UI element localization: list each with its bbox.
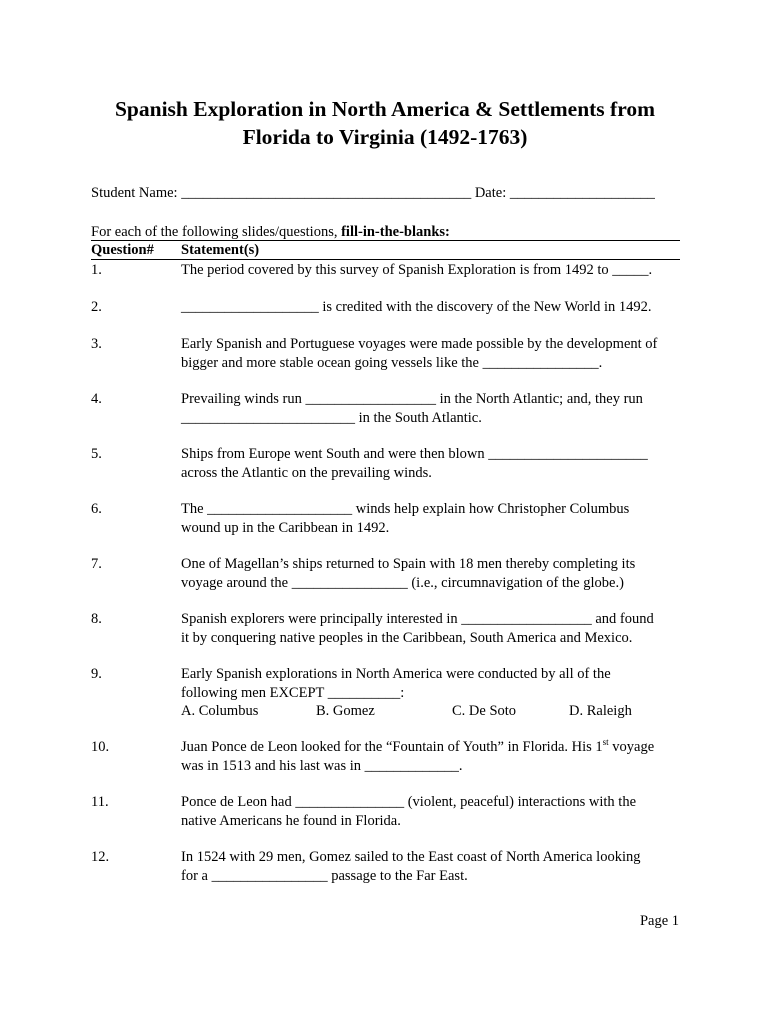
instructions-text: For each of the following slides/questions,: [91, 224, 342, 240]
statement-line: [181, 738, 691, 757]
statement-line: One of Magellan’s ships returned to Spain with 18 men thereby completing its: [181, 556, 636, 572]
choice-c: C. De Soto: [452, 703, 517, 719]
header-rule-top: [91, 240, 680, 241]
question-number: 4.: [91, 391, 102, 407]
statement-line: Early Spanish and Portuguese voyages were made possible by the development of: [181, 336, 658, 352]
question-number: 2.: [91, 299, 102, 315]
statement-line: following men EXCEPT __________:: [181, 684, 405, 701]
statement-line: Prevailing winds run __________________ in the North Atlantic; and, they run: [181, 391, 643, 407]
student-name-date-field: Student Name: ________________________________________ Date: ____________________: [91, 185, 655, 201]
question-number: 6.: [91, 501, 102, 517]
answer-choices: [181, 702, 691, 721]
statement-line: Ponce de Leon had _______________ (violent, peaceful) interactions with the: [181, 794, 637, 810]
title-line-2: Florida to Virginia (1492-1763): [242, 125, 528, 149]
statement-line: In 1524 with 29 men, Gomez sailed to the East coast of North America looking: [181, 849, 641, 865]
question-number: 9.: [91, 666, 102, 682]
question-number: 10.: [91, 739, 110, 755]
question-statement: [181, 390, 691, 427]
question-statement: [181, 738, 691, 775]
question-statement: [181, 261, 691, 280]
question-statement: [181, 555, 691, 592]
question-statement: [181, 445, 691, 482]
statement-line: wound up in the Caribbean in 1492.: [181, 519, 390, 536]
page-number: Page 1: [639, 913, 679, 929]
question-number: 8.: [91, 611, 102, 627]
statement-line: voyage around the ________________ (i.e., circumnavigation of the globe.): [181, 574, 624, 591]
question-number: 5.: [91, 446, 102, 462]
choice-b: B. Gomez: [316, 703, 375, 719]
instructions-bold: fill-in-the-blanks:: [341, 224, 450, 240]
statement-line: was in 1513 and his last was in _____________.: [181, 757, 463, 774]
question-statement: [181, 335, 691, 372]
statement-text: Juan Ponce de Leon looked for the “Fountain of Youth” in Florida. His 1: [181, 739, 603, 755]
question-number: 7.: [91, 556, 102, 572]
question-statement: [181, 298, 691, 317]
question-statement: [181, 665, 691, 721]
question-number: 11.: [91, 794, 109, 810]
header-statement: Statement(s): [181, 242, 260, 258]
statement-line: native Americans he found in Florida.: [181, 812, 401, 829]
statement-line: Spanish explorers were principally interested in __________________ and found: [181, 611, 654, 627]
statement-line: Early Spanish explorations in North America were conducted by all of the: [181, 666, 611, 682]
header-question: Question#: [91, 242, 154, 258]
header-rule-bottom: [91, 259, 680, 260]
question-number: 3.: [91, 336, 102, 352]
question-statement: [181, 793, 691, 830]
title-line-1: Spanish Exploration in North America & Settlements from: [114, 97, 656, 121]
statement-line: ___________________ is credited with the discovery of the New World in 1492.: [181, 299, 652, 315]
choice-d: D. Raleigh: [569, 703, 632, 719]
statement-text: voyage: [608, 739, 655, 755]
statement-line: it by conquering native peoples in the Caribbean, South America and Mexico.: [181, 629, 633, 646]
question-statement: [181, 610, 691, 647]
statement-line: ________________________ in the South Atlantic.: [181, 409, 482, 426]
statement-line: The ____________________ winds help explain how Christopher Columbus: [181, 501, 630, 517]
choice-a: A. Columbus: [181, 703, 259, 719]
question-statement: [181, 848, 691, 885]
statement-line: across the Atlantic on the prevailing winds.: [181, 464, 432, 481]
statement-line: The period covered by this survey of Spanish Exploration is from 1492 to _____.: [181, 262, 653, 278]
statement-line: for a ________________ passage to the Far East.: [181, 867, 468, 884]
statement-line: Ships from Europe went South and were then blown ______________________: [181, 446, 648, 462]
page-title: [60, 95, 710, 151]
ordinal-superscript: st: [602, 737, 609, 748]
question-number: 12.: [91, 849, 110, 865]
question-statement: [181, 500, 691, 537]
question-number: 1.: [91, 262, 102, 278]
statement-line: bigger and more stable ocean going vessels like the ________________.: [181, 354, 603, 371]
instructions: [91, 224, 450, 241]
